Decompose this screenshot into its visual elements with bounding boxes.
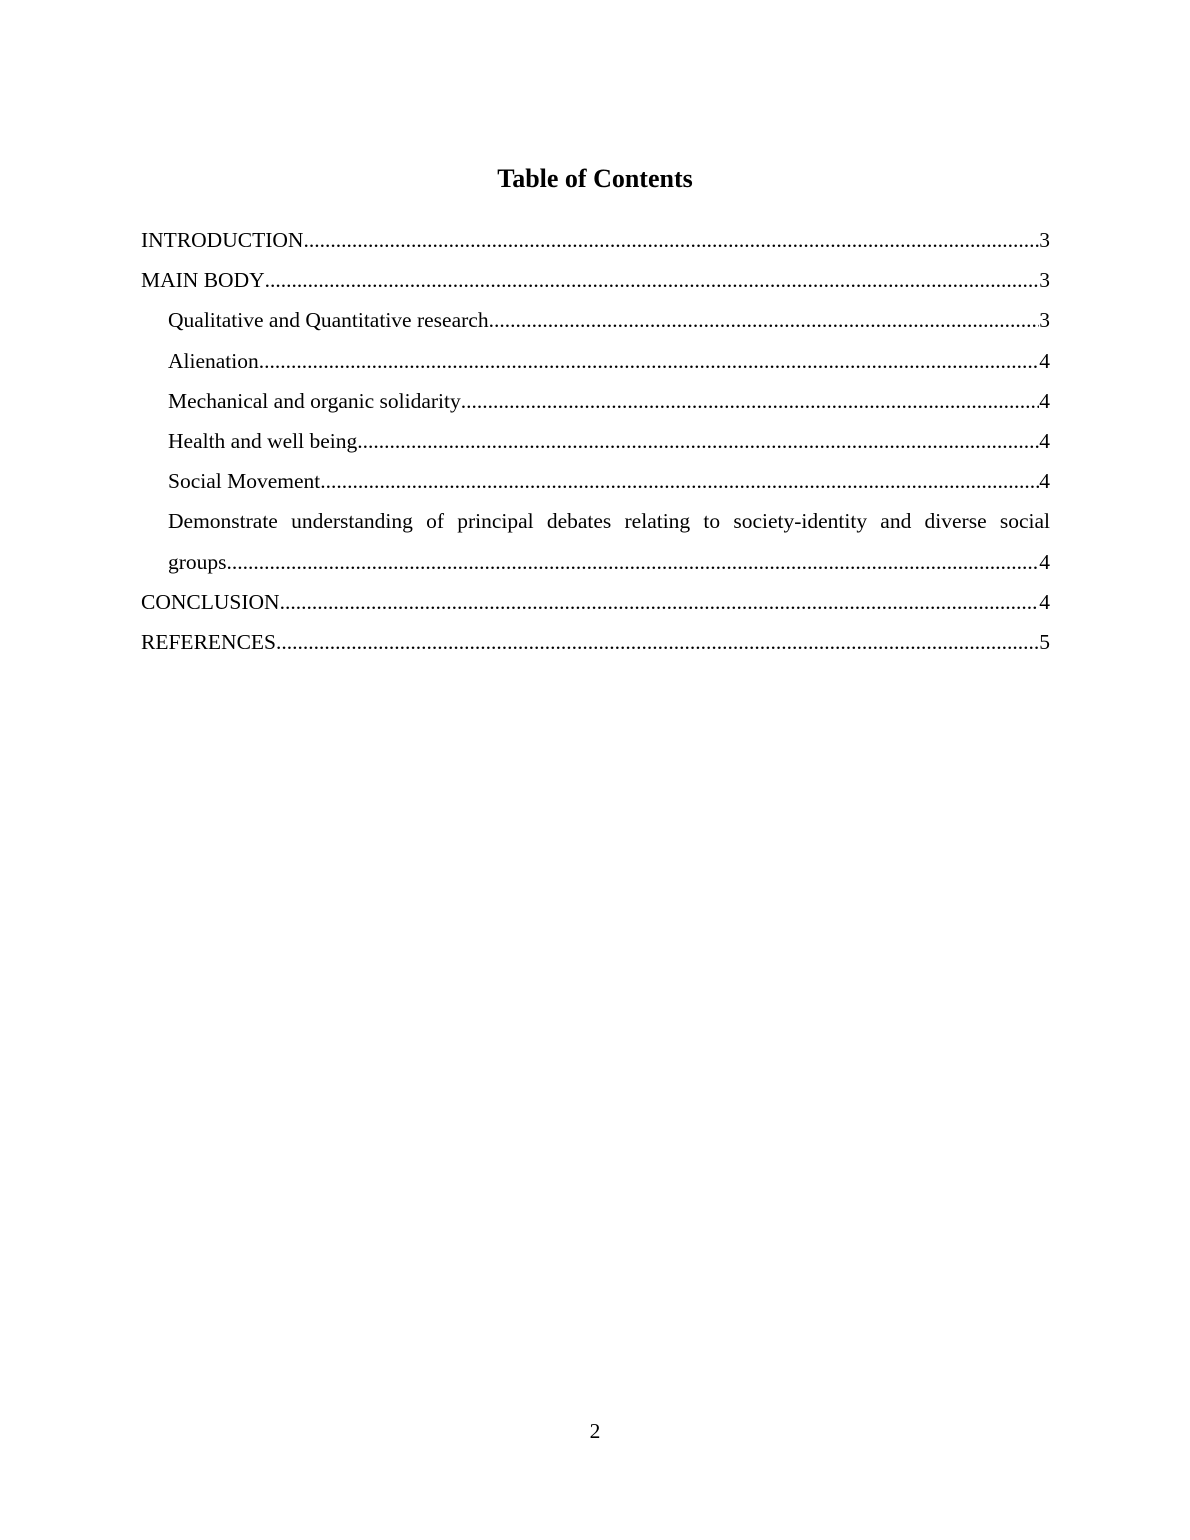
toc-entry-page: 4 xyxy=(1039,348,1050,373)
toc-entry-page: 5 xyxy=(1039,629,1050,654)
toc-dot-leader xyxy=(357,421,1039,461)
toc-dot-leader xyxy=(259,341,1039,381)
toc-entry-introduction[interactable] xyxy=(141,220,1050,260)
toc-entry-mechanical-organic-solidarity[interactable] xyxy=(141,381,1050,421)
toc-dot-leader xyxy=(320,461,1039,501)
toc-entry-conclusion[interactable] xyxy=(141,582,1050,622)
toc-entry-qualitative-quantitative-research[interactable] xyxy=(141,300,1050,340)
toc-dot-leader xyxy=(489,300,1040,340)
toc-dot-leader xyxy=(227,542,1040,582)
toc-entry-label: CONCLUSION xyxy=(141,589,280,614)
toc-entry-label: Qualitative and Quantitative research xyxy=(168,308,489,333)
toc-entry-page: 4 xyxy=(1039,549,1050,574)
toc-entry-page: 4 xyxy=(1039,388,1050,413)
toc-entry-label: INTRODUCTION xyxy=(141,228,304,252)
toc-entry-page: 3 xyxy=(1039,228,1050,252)
toc-entry-principal-debates[interactable] xyxy=(141,501,1050,581)
toc-entry-label: Alienation xyxy=(168,348,259,373)
toc-entry-label: Mechanical and organic solidarity xyxy=(168,388,461,413)
toc-entry-page: 4 xyxy=(1039,469,1050,494)
toc-entry-line-2 xyxy=(168,542,1050,582)
toc-dot-leader xyxy=(303,220,1039,260)
toc-entry-label-line-2: groups xyxy=(168,549,227,574)
toc-entry-label: MAIN BODY xyxy=(141,268,265,293)
toc-dot-leader xyxy=(461,381,1040,421)
toc-entry-social-movement[interactable] xyxy=(141,461,1050,501)
toc-dot-leader xyxy=(280,582,1040,622)
toc-entry-page: 4 xyxy=(1039,589,1050,614)
toc-title: Table of Contents xyxy=(497,164,693,193)
toc-entry-page: 3 xyxy=(1039,308,1050,333)
toc-entry-page: 3 xyxy=(1039,268,1050,293)
table-of-contents xyxy=(141,220,1050,662)
page-number: 2 xyxy=(589,1419,601,1443)
toc-entry-health-well-being[interactable] xyxy=(141,421,1050,461)
toc-entry-page: 4 xyxy=(1039,428,1050,453)
toc-entry-label-line-1: Demonstrate understanding of principal debates relating to society-identity and diverse social xyxy=(168,509,1050,534)
toc-entry-label: Social Movement xyxy=(168,469,321,494)
toc-entry-alienation[interactable] xyxy=(141,341,1050,381)
toc-entry-references[interactable] xyxy=(141,622,1050,662)
toc-entry-main-body[interactable] xyxy=(141,260,1050,300)
toc-entry-label: REFERENCES xyxy=(141,629,276,654)
toc-entry-label: Health and well being xyxy=(168,428,358,453)
toc-dot-leader xyxy=(276,622,1039,662)
toc-dot-leader xyxy=(265,260,1040,300)
